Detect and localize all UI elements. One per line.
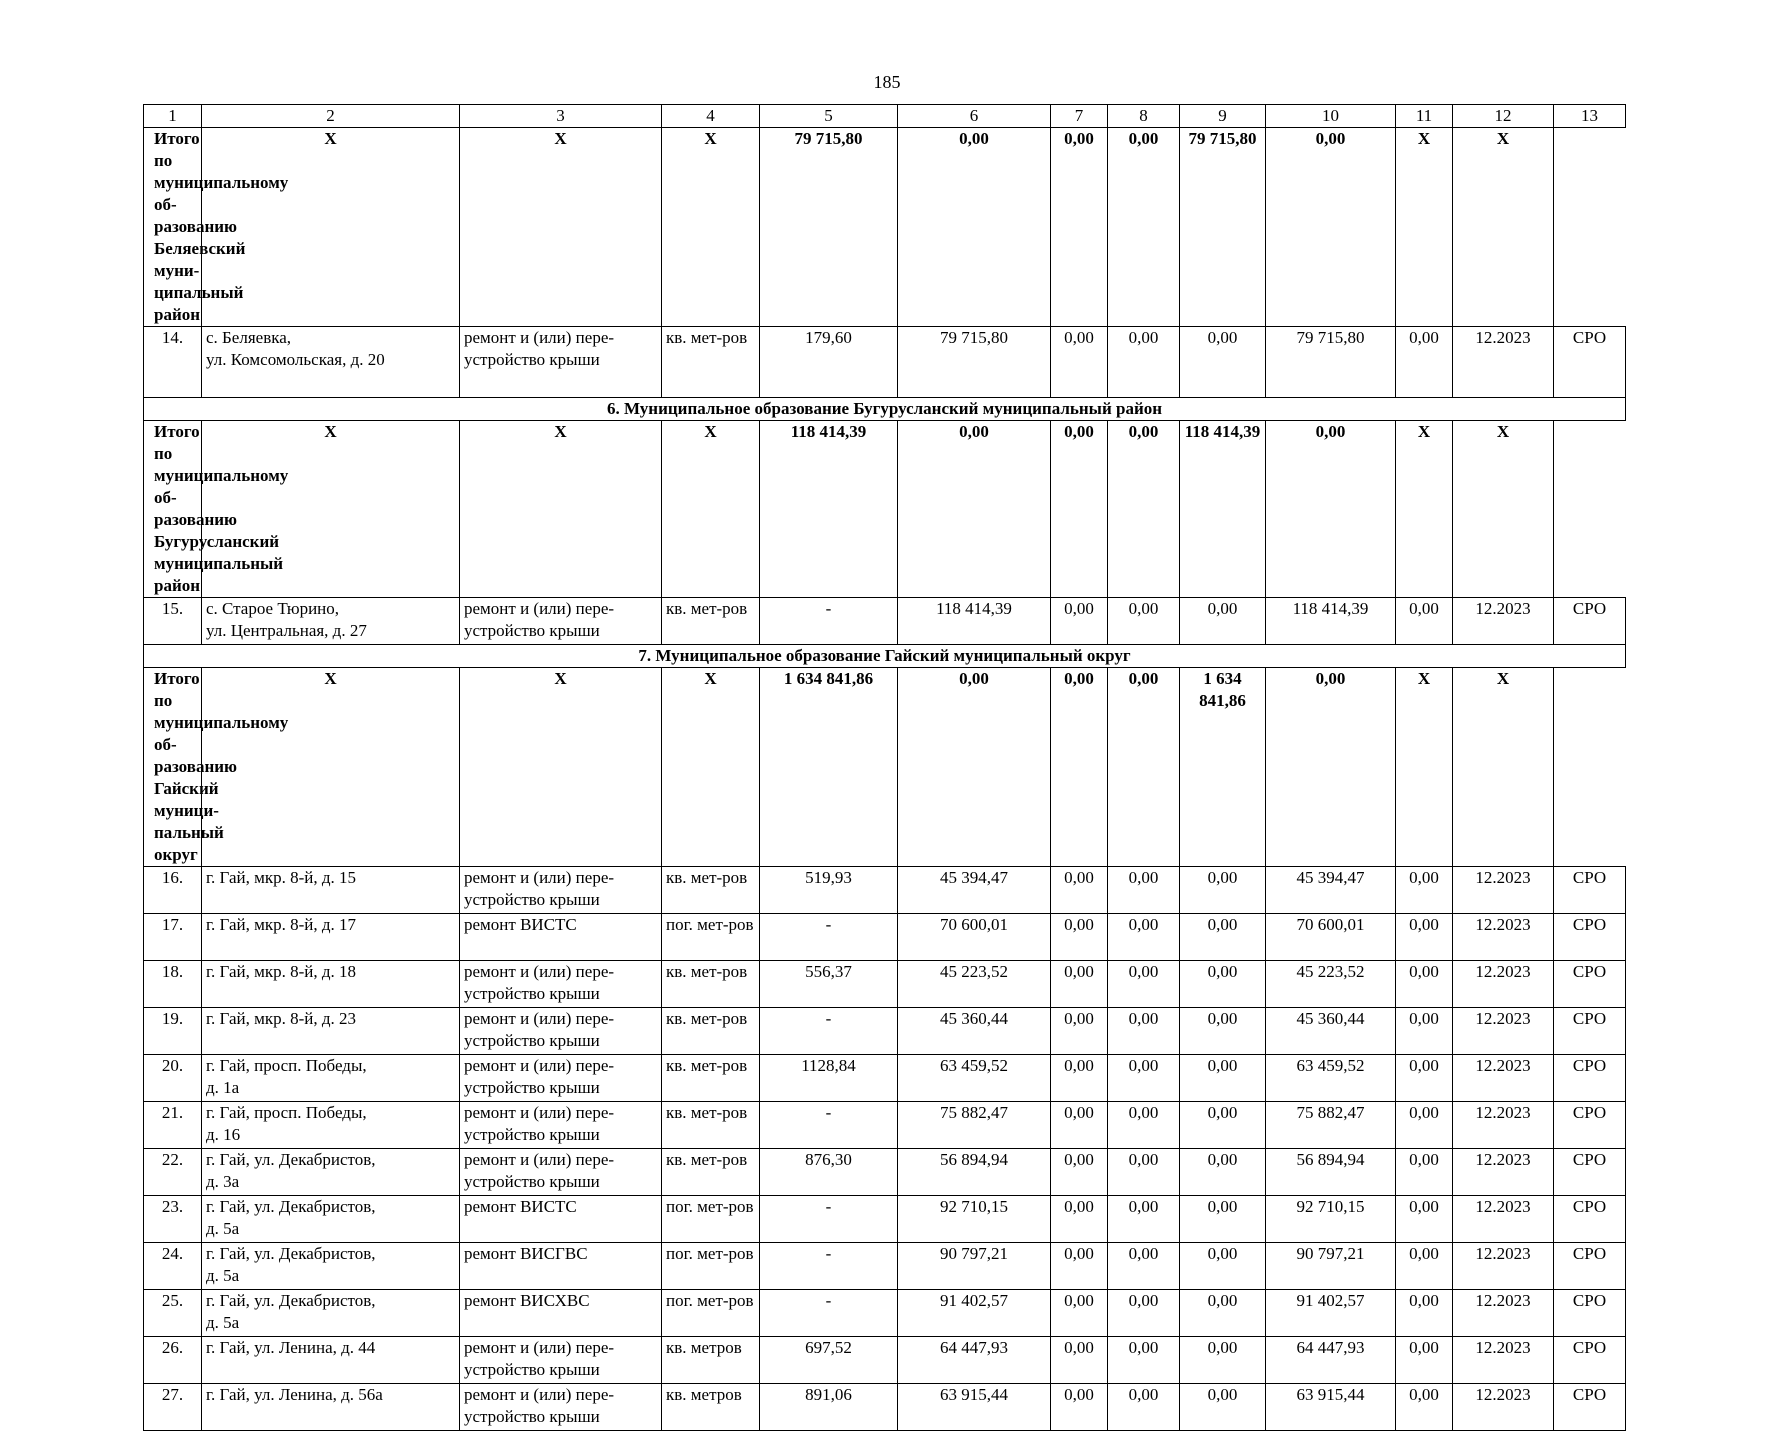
total-cell: 0,00 — [1051, 668, 1108, 867]
value-c7: 0,00 — [1051, 1008, 1108, 1055]
value-c6: 70 600,01 — [898, 914, 1051, 961]
total-cell: 0,00 — [898, 668, 1051, 867]
value-c9: 0,00 — [1180, 1337, 1266, 1384]
section-heading-row — [144, 645, 1626, 668]
total-cell: Х — [662, 421, 760, 598]
page-number: 185 — [873, 72, 901, 92]
value-c7: 0,00 — [1051, 1337, 1108, 1384]
area: - — [760, 1290, 898, 1337]
value-c9: 0,00 — [1180, 1290, 1266, 1337]
value-c11: 0,00 — [1396, 1102, 1453, 1149]
table-row — [144, 1008, 1626, 1055]
unit: пог. мет-ров — [662, 1290, 760, 1337]
value-c6: 56 894,94 — [898, 1149, 1051, 1196]
value-c12: 12.2023 — [1453, 1055, 1554, 1102]
address-line-1: г. Гай, ул. Декабристов, — [206, 1244, 376, 1263]
row-number: 24. — [144, 1243, 202, 1290]
value-c8: 0,00 — [1108, 327, 1180, 398]
row-number: 23. — [144, 1196, 202, 1243]
area: - — [760, 914, 898, 961]
value-c13: СРО — [1554, 1290, 1626, 1337]
value-c10: 56 894,94 — [1266, 1149, 1396, 1196]
value-c13: СРО — [1554, 1008, 1626, 1055]
unit: кв. мет-ров — [662, 961, 760, 1008]
value-c7: 0,00 — [1051, 1384, 1108, 1431]
value-c9: 0,00 — [1180, 961, 1266, 1008]
value-c7: 0,00 — [1051, 867, 1108, 914]
table-row — [144, 1337, 1626, 1384]
area: 891,06 — [760, 1384, 898, 1431]
value-c9: 0,00 — [1180, 1196, 1266, 1243]
total-cell: Х — [202, 668, 460, 867]
total-cell: 118 414,39 — [760, 421, 898, 598]
value-c8: 0,00 — [1108, 598, 1180, 645]
table-row — [144, 1384, 1626, 1431]
value-c11: 0,00 — [1396, 1290, 1453, 1337]
value-c11: 0,00 — [1396, 961, 1453, 1008]
value-c11: 0,00 — [1396, 1008, 1453, 1055]
work-type: ремонт ВИСТС — [460, 1196, 662, 1243]
total-cell: Х — [662, 128, 760, 327]
work-type: ремонт ВИСГВС — [460, 1243, 662, 1290]
total-label: Итого по муниципальному об-разованию Гайский муници-пальный округ — [144, 668, 202, 867]
table-row — [144, 327, 1626, 398]
row-number: 25. — [144, 1290, 202, 1337]
total-cell: Х — [460, 128, 662, 327]
row-number: 21. — [144, 1102, 202, 1149]
unit: пог. мет-ров — [662, 914, 760, 961]
address-cell — [202, 1196, 460, 1243]
value-c10: 45 360,44 — [1266, 1008, 1396, 1055]
value-c11: 0,00 — [1396, 1337, 1453, 1384]
value-c8: 0,00 — [1108, 1384, 1180, 1431]
value-c10: 92 710,15 — [1266, 1196, 1396, 1243]
value-c12: 12.2023 — [1453, 961, 1554, 1008]
work-type: ремонт и (или) пере-устройство крыши — [460, 867, 662, 914]
value-c13: СРО — [1554, 598, 1626, 645]
value-c8: 0,00 — [1108, 1290, 1180, 1337]
address-line-1: г. Гай, мкр. 8-й, д. 23 — [206, 1009, 357, 1028]
column-number: 12 — [1453, 105, 1554, 128]
work-type: ремонт и (или) пере-устройство крыши — [460, 598, 662, 645]
address-line-2: д. 5а — [206, 1313, 240, 1332]
work-type: ремонт ВИСТС — [460, 914, 662, 961]
total-cell: Х — [460, 668, 662, 867]
value-c8: 0,00 — [1108, 961, 1180, 1008]
area: 697,52 — [760, 1337, 898, 1384]
section-heading-row — [144, 398, 1626, 421]
column-number: 7 — [1051, 105, 1108, 128]
column-number: 2 — [202, 105, 460, 128]
total-cell: Х — [1396, 668, 1453, 867]
total-cell: Х — [202, 128, 460, 327]
value-c6: 45 394,47 — [898, 867, 1051, 914]
total-cell: 1 634 841,86 — [760, 668, 898, 867]
value-c12: 12.2023 — [1453, 1243, 1554, 1290]
total-cell: 0,00 — [1108, 128, 1180, 327]
table-row — [144, 1055, 1626, 1102]
value-c10: 45 394,47 — [1266, 867, 1396, 914]
address-cell — [202, 1149, 460, 1196]
total-label: Итого по муниципальному об-разованию Бугурусланский муниципальный район — [144, 421, 202, 598]
value-c11: 0,00 — [1396, 598, 1453, 645]
work-type: ремонт и (или) пере-устройство крыши — [460, 1102, 662, 1149]
table-row — [144, 961, 1626, 1008]
value-c6: 118 414,39 — [898, 598, 1051, 645]
total-cell: Х — [1453, 421, 1554, 598]
value-c7: 0,00 — [1051, 1055, 1108, 1102]
address-line-2: ул. Комсомольская, д. 20 — [206, 350, 385, 369]
area: 1128,84 — [760, 1055, 898, 1102]
address-line-1: г. Гай, ул. Декабристов, — [206, 1150, 376, 1169]
work-type: ремонт и (или) пере-устройство крыши — [460, 1337, 662, 1384]
total-cell: Х — [202, 421, 460, 598]
work-type: ремонт ВИСХВС — [460, 1290, 662, 1337]
work-type: ремонт и (или) пере-устройство крыши — [460, 1055, 662, 1102]
column-number: 13 — [1554, 105, 1626, 128]
column-number: 3 — [460, 105, 662, 128]
address-line-1: г. Гай, ул. Ленина, д. 44 — [206, 1338, 376, 1357]
address-line-1: г. Гай, ул. Декабристов, — [206, 1197, 376, 1216]
column-number: 11 — [1396, 105, 1453, 128]
column-number: 4 — [662, 105, 760, 128]
value-c13: СРО — [1554, 1384, 1626, 1431]
total-cell: 0,00 — [898, 128, 1051, 327]
row-number: 18. — [144, 961, 202, 1008]
address-line-2: д. 1а — [206, 1078, 240, 1097]
work-type: ремонт и (или) пере-устройство крыши — [460, 1384, 662, 1431]
value-c11: 0,00 — [1396, 327, 1453, 398]
value-c6: 45 360,44 — [898, 1008, 1051, 1055]
value-c7: 0,00 — [1051, 1102, 1108, 1149]
section-heading: 6. Муниципальное образование Бугурусланский муниципальный район — [144, 398, 1626, 421]
value-c12: 12.2023 — [1453, 1196, 1554, 1243]
unit: кв. мет-ров — [662, 867, 760, 914]
work-type: ремонт и (или) пере-устройство крыши — [460, 327, 662, 398]
value-c9: 0,00 — [1180, 1055, 1266, 1102]
value-c7: 0,00 — [1051, 961, 1108, 1008]
row-number: 19. — [144, 1008, 202, 1055]
value-c13: СРО — [1554, 1149, 1626, 1196]
unit: пог. мет-ров — [662, 1243, 760, 1290]
area: 519,93 — [760, 867, 898, 914]
area: - — [760, 1196, 898, 1243]
address-line-1: с. Старое Тюрино, — [206, 599, 340, 618]
table-row — [144, 598, 1626, 645]
total-row — [144, 128, 1626, 327]
area: 179,60 — [760, 327, 898, 398]
total-cell: 0,00 — [1108, 421, 1180, 598]
value-c13: СРО — [1554, 1196, 1626, 1243]
total-cell: 0,00 — [1051, 128, 1108, 327]
table-row — [144, 1149, 1626, 1196]
value-c12: 12.2023 — [1453, 1290, 1554, 1337]
row-number: 26. — [144, 1337, 202, 1384]
table-row — [144, 1243, 1626, 1290]
value-c8: 0,00 — [1108, 1149, 1180, 1196]
value-c9: 0,00 — [1180, 1102, 1266, 1149]
value-c7: 0,00 — [1051, 1196, 1108, 1243]
total-cell: Х — [1453, 128, 1554, 327]
value-c13: СРО — [1554, 914, 1626, 961]
row-number: 20. — [144, 1055, 202, 1102]
row-number: 27. — [144, 1384, 202, 1431]
value-c7: 0,00 — [1051, 327, 1108, 398]
value-c12: 12.2023 — [1453, 914, 1554, 961]
address-line-1: г. Гай, просп. Победы, — [206, 1056, 367, 1075]
total-cell: Х — [1396, 421, 1453, 598]
repair-program-table — [143, 104, 1626, 1431]
unit: кв. мет-ров — [662, 1149, 760, 1196]
total-cell: 0,00 — [1266, 668, 1396, 867]
value-c6: 45 223,52 — [898, 961, 1051, 1008]
total-label: Итого по муниципальному об-разованию Беляевский муни-ципальный район — [144, 128, 202, 327]
address-cell — [202, 914, 460, 961]
total-row — [144, 421, 1626, 598]
address-line-1: г. Гай, ул. Декабристов, — [206, 1291, 376, 1310]
row-number: 14. — [144, 327, 202, 398]
value-c12: 12.2023 — [1453, 1008, 1554, 1055]
value-c8: 0,00 — [1108, 1196, 1180, 1243]
value-c8: 0,00 — [1108, 1055, 1180, 1102]
total-cell: 0,00 — [1266, 128, 1396, 327]
unit: кв. метров — [662, 1337, 760, 1384]
value-c10: 90 797,21 — [1266, 1243, 1396, 1290]
value-c6: 79 715,80 — [898, 327, 1051, 398]
value-c10: 63 459,52 — [1266, 1055, 1396, 1102]
column-number: 10 — [1266, 105, 1396, 128]
value-c12: 12.2023 — [1453, 1384, 1554, 1431]
column-number: 8 — [1108, 105, 1180, 128]
unit: кв. мет-ров — [662, 598, 760, 645]
value-c10: 64 447,93 — [1266, 1337, 1396, 1384]
value-c7: 0,00 — [1051, 1149, 1108, 1196]
total-cell: Х — [1453, 668, 1554, 867]
address-cell — [202, 598, 460, 645]
value-c12: 12.2023 — [1453, 1149, 1554, 1196]
address-line-2: д. 16 — [206, 1125, 241, 1144]
address-line-1: г. Гай, ул. Ленина, д. 56а — [206, 1385, 383, 1404]
address-cell — [202, 1337, 460, 1384]
value-c7: 0,00 — [1051, 1243, 1108, 1290]
total-cell: Х — [662, 668, 760, 867]
value-c6: 63 915,44 — [898, 1384, 1051, 1431]
address-cell — [202, 1055, 460, 1102]
value-c11: 0,00 — [1396, 867, 1453, 914]
value-c6: 91 402,57 — [898, 1290, 1051, 1337]
unit: кв. мет-ров — [662, 1102, 760, 1149]
value-c10: 45 223,52 — [1266, 961, 1396, 1008]
address-line-1: г. Гай, мкр. 8-й, д. 18 — [206, 962, 357, 981]
value-c10: 63 915,44 — [1266, 1384, 1396, 1431]
unit: кв. метров — [662, 1384, 760, 1431]
table-row — [144, 1290, 1626, 1337]
row-number: 16. — [144, 867, 202, 914]
value-c8: 0,00 — [1108, 1243, 1180, 1290]
work-type: ремонт и (или) пере-устройство крыши — [460, 1008, 662, 1055]
address-cell — [202, 327, 460, 398]
address-cell — [202, 1102, 460, 1149]
area: - — [760, 1102, 898, 1149]
total-cell: Х — [460, 421, 662, 598]
value-c11: 0,00 — [1396, 1196, 1453, 1243]
value-c10: 91 402,57 — [1266, 1290, 1396, 1337]
address-line-2: д. 5а — [206, 1219, 240, 1238]
value-c9: 0,00 — [1180, 1008, 1266, 1055]
value-c6: 64 447,93 — [898, 1337, 1051, 1384]
value-c13: СРО — [1554, 1337, 1626, 1384]
value-c10: 70 600,01 — [1266, 914, 1396, 961]
value-c13: СРО — [1554, 1243, 1626, 1290]
value-c6: 75 882,47 — [898, 1102, 1051, 1149]
address-cell — [202, 867, 460, 914]
row-number: 15. — [144, 598, 202, 645]
row-number: 17. — [144, 914, 202, 961]
value-c11: 0,00 — [1396, 1384, 1453, 1431]
total-cell: 0,00 — [1051, 421, 1108, 598]
total-cell: 0,00 — [1266, 421, 1396, 598]
column-number-row — [144, 105, 1626, 128]
total-cell: 118 414,39 — [1180, 421, 1266, 598]
value-c8: 0,00 — [1108, 1102, 1180, 1149]
table-row — [144, 1102, 1626, 1149]
address-line-1: г. Гай, мкр. 8-й, д. 17 — [206, 915, 357, 934]
value-c9: 0,00 — [1180, 914, 1266, 961]
value-c12: 12.2023 — [1453, 598, 1554, 645]
unit: кв. мет-ров — [662, 1055, 760, 1102]
value-c9: 0,00 — [1180, 1149, 1266, 1196]
value-c9: 0,00 — [1180, 1384, 1266, 1431]
value-c12: 12.2023 — [1453, 1337, 1554, 1384]
area: 556,37 — [760, 961, 898, 1008]
total-cell: 79 715,80 — [760, 128, 898, 327]
value-c13: СРО — [1554, 1055, 1626, 1102]
address-cell — [202, 961, 460, 1008]
address-line-2: д. 5а — [206, 1266, 240, 1285]
value-c6: 92 710,15 — [898, 1196, 1051, 1243]
address-cell — [202, 1243, 460, 1290]
address-line-2: д. 3а — [206, 1172, 240, 1191]
value-c9: 0,00 — [1180, 1243, 1266, 1290]
total-cell: 79 715,80 — [1180, 128, 1266, 327]
value-c7: 0,00 — [1051, 598, 1108, 645]
value-c7: 0,00 — [1051, 1290, 1108, 1337]
value-c13: СРО — [1554, 961, 1626, 1008]
value-c10: 79 715,80 — [1266, 327, 1396, 398]
total-cell: 0,00 — [898, 421, 1051, 598]
column-number: 6 — [898, 105, 1051, 128]
address-cell — [202, 1008, 460, 1055]
address-line-1: г. Гай, мкр. 8-й, д. 15 — [206, 868, 357, 887]
work-type: ремонт и (или) пере-устройство крыши — [460, 961, 662, 1008]
value-c11: 0,00 — [1396, 1149, 1453, 1196]
address-line-1: с. Беляевка, — [206, 328, 292, 347]
value-c8: 0,00 — [1108, 914, 1180, 961]
column-number: 5 — [760, 105, 898, 128]
address-cell — [202, 1290, 460, 1337]
section-heading: 7. Муниципальное образование Гайский муниципальный округ — [144, 645, 1626, 668]
unit: кв. мет-ров — [662, 327, 760, 398]
value-c9: 0,00 — [1180, 327, 1266, 398]
work-type: ремонт и (или) пере-устройство крыши — [460, 1149, 662, 1196]
value-c6: 63 459,52 — [898, 1055, 1051, 1102]
unit: кв. мет-ров — [662, 1008, 760, 1055]
table-row — [144, 914, 1626, 961]
table-row — [144, 867, 1626, 914]
value-c13: СРО — [1554, 867, 1626, 914]
value-c12: 12.2023 — [1453, 867, 1554, 914]
address-line-1: г. Гай, просп. Победы, — [206, 1103, 367, 1122]
value-c8: 0,00 — [1108, 867, 1180, 914]
value-c9: 0,00 — [1180, 867, 1266, 914]
table-row — [144, 1196, 1626, 1243]
value-c13: СРО — [1554, 327, 1626, 398]
area: 876,30 — [760, 1149, 898, 1196]
area: - — [760, 598, 898, 645]
total-cell: Х — [1396, 128, 1453, 327]
value-c8: 0,00 — [1108, 1337, 1180, 1384]
unit: пог. мет-ров — [662, 1196, 760, 1243]
value-c11: 0,00 — [1396, 914, 1453, 961]
area: - — [760, 1243, 898, 1290]
value-c13: СРО — [1554, 1102, 1626, 1149]
column-number: 1 — [144, 105, 202, 128]
value-c7: 0,00 — [1051, 914, 1108, 961]
address-line-2: ул. Центральная, д. 27 — [206, 621, 367, 640]
value-c10: 75 882,47 — [1266, 1102, 1396, 1149]
value-c8: 0,00 — [1108, 1008, 1180, 1055]
value-c11: 0,00 — [1396, 1055, 1453, 1102]
value-c10: 118 414,39 — [1266, 598, 1396, 645]
total-cell: 1 634 841,86 — [1180, 668, 1266, 867]
value-c9: 0,00 — [1180, 598, 1266, 645]
total-cell: 0,00 — [1108, 668, 1180, 867]
area: - — [760, 1008, 898, 1055]
total-row — [144, 668, 1626, 867]
address-cell — [202, 1384, 460, 1431]
row-number: 22. — [144, 1149, 202, 1196]
column-number: 9 — [1180, 105, 1266, 128]
value-c12: 12.2023 — [1453, 1102, 1554, 1149]
value-c11: 0,00 — [1396, 1243, 1453, 1290]
value-c6: 90 797,21 — [898, 1243, 1051, 1290]
value-c12: 12.2023 — [1453, 327, 1554, 398]
